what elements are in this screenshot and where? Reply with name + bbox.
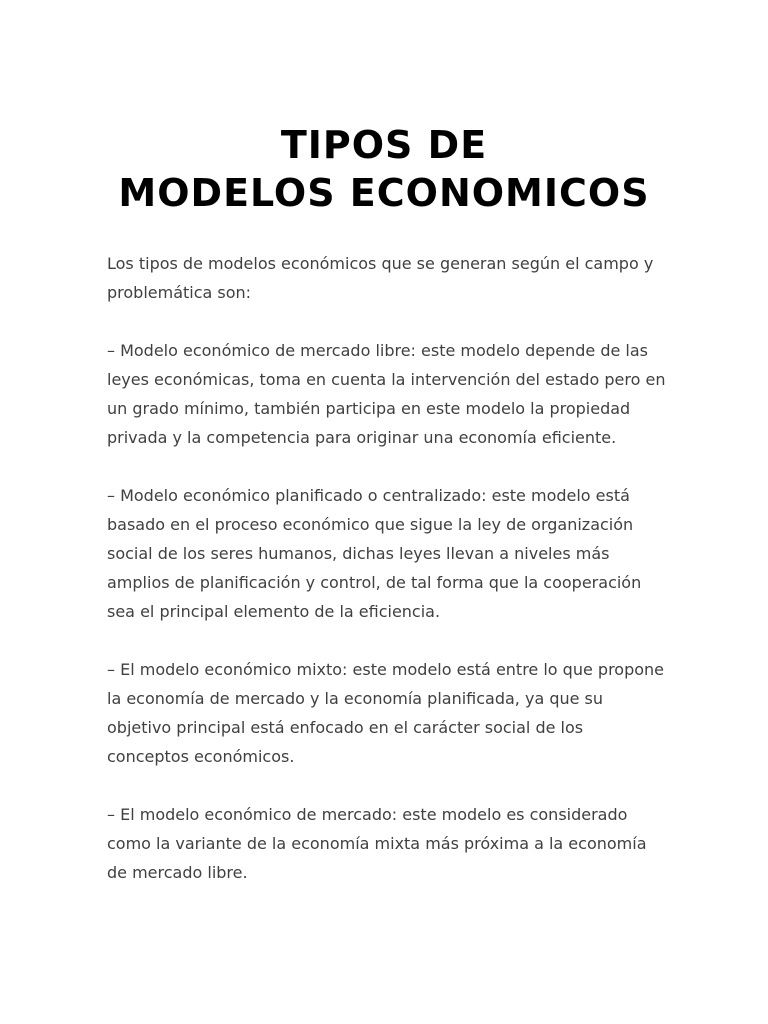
paragraph-planned-model: – Modelo económico planificado o centralizado: este modelo está basado en el proceso económico que sigue la ley de organización social de los seres humanos, dichas leyes llevan a niveles más amplios de planificación y control, de tal forma que la cooperación sea el principal elemento de la eficiencia. xyxy=(107,486,642,621)
page-title xyxy=(0,121,768,217)
paragraph-free-market-model: – Modelo económico de mercado libre: este modelo depende de las leyes económicas, toma en cuenta la intervención del estado pero en un grado mínimo, también participa en este modelo la propiedad privada y la competencia para originar una economía eficiente. xyxy=(107,341,666,447)
title-line-1: TIPOS DE xyxy=(280,123,488,167)
paragraph-market-model: – El modelo económico de mercado: este modelo es considerado como la variante de la economía mixta más próxima a la economía de mercado libre. xyxy=(107,805,647,882)
intro-paragraph: Los tipos de modelos económicos que se generan según el campo y problemática son: xyxy=(107,254,654,302)
document-body xyxy=(107,249,667,916)
paragraph-mixed-model: – El modelo económico mixto: este modelo está entre lo que propone la economía de mercado y la economía planificada, ya que su objetivo principal está enfocado en el carácter social de los conceptos económicos. xyxy=(107,660,665,766)
title-line-2: MODELOS ECONOMICOS xyxy=(118,171,650,215)
